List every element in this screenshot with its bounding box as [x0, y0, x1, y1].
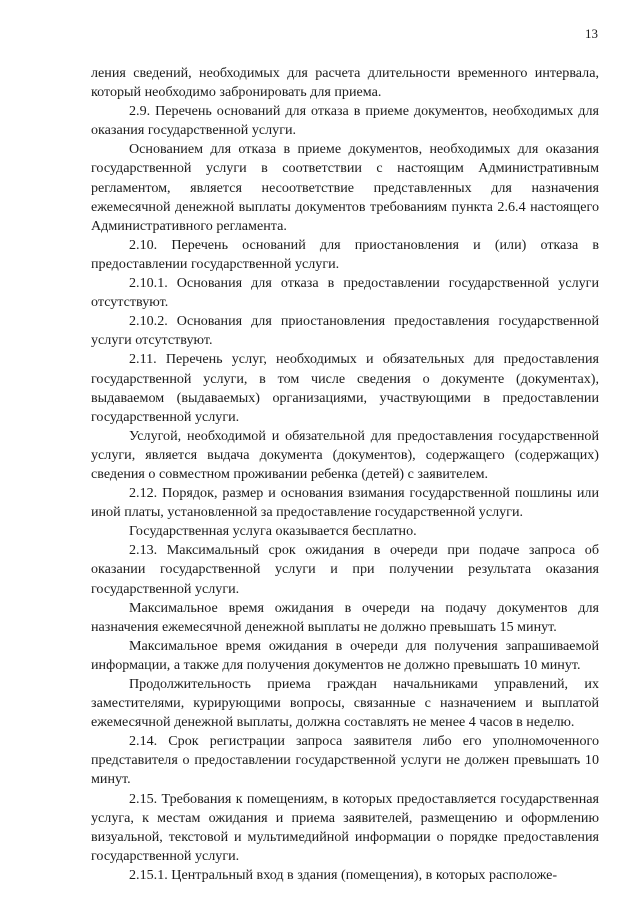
paragraph-2-10-2: 2.10.2. Основания для приостановления предоставления государственной услуги отсутствуют.: [91, 313, 599, 349]
document-body: [91, 64, 599, 885]
paragraph-reception-hours: Продолжительность приема граждан начальниками управлений, их заместителями, курирующими вопросы, связанные с назначением и выплатой ежемесячной денежной выплаты, должна составлять не менее 4 часов в неделю.: [91, 676, 599, 731]
paragraph-2-10-1: 2.10.1. Основания для отказа в предоставлении государственной услуги отсутствуют.: [91, 275, 599, 311]
paragraph-free-service: Государственная услуга оказывается бесплатно.: [129, 523, 417, 540]
paragraph-continuation: ления сведений, необходимых для расчета длительности временного интервала, который необходимо забронировать для приема.: [91, 65, 599, 101]
paragraph-2-13: 2.13. Максимальный срок ожидания в очереди при подаче запроса об оказании государственной услуги и при получении результата оказания государственной услуги.: [91, 542, 599, 597]
paragraph-2-11: 2.11. Перечень услуг, необходимых и обязательных для предоставления государственной услуги, в том числе сведения о документе (документах), выдаваемом (выдаваемых) организациями, участвующими в предоставлении государственной услуги.: [91, 351, 599, 425]
paragraph-2-15: 2.15. Требования к помещениям, в которых предоставляется государственная услуга, к местам ожидания и приема заявителей, размещению и оформлению визуальной, текстовой и мультимедийной информации о порядке предоставления государственной услуги.: [91, 790, 599, 864]
paragraph-2-10: 2.10. Перечень оснований для приостановления и (или) отказа в предоставлении государственной услуги.: [91, 236, 599, 272]
paragraph-queue-15-min: Максимальное время ожидания в очереди на подачу документов для назначения ежемесячной денежной выплаты не должно превышать 15 минут.: [91, 599, 599, 635]
paragraph-required-service: Услугой, необходимой и обязательной для предоставления государственной услуги, является выдача документа (документов), содержащего (содержащих) сведения о совместном проживании ребенка (детей) с заявителем.: [91, 427, 599, 482]
paragraph-2-15-1: 2.15.1. Центральный вход в здания (помещения), в которых расположе-: [129, 866, 558, 883]
paragraph-2-9: 2.9. Перечень оснований для отказа в приеме документов, необходимых для оказания государственной услуги.: [91, 103, 599, 139]
paragraph-refusal-grounds: Основанием для отказа в приеме документов, необходимых для оказания государственной услуги в соответствии с настоящим Административным регламентом, является несоответствие представленных для назначения ежемесячной денежной выплаты документов требованиям пункта 2.6.4 настоящего Административного регламента.: [91, 141, 599, 234]
paragraph-2-12: 2.12. Порядок, размер и основания взимания государственной пошлины или иной платы, установленной за предоставление государственной услуги.: [91, 485, 599, 521]
page-number: 13: [585, 26, 598, 41]
paragraph-queue-10-min: Максимальное время ожидания в очереди для получения запрашиваемой информации, а также для получения документов не должно превышать 10 минут.: [91, 637, 599, 673]
paragraph-2-14: 2.14. Срок регистрации запроса заявителя либо его уполномоченного представителя о предоставлении государственной услуги не должен превышать 10 минут.: [91, 733, 599, 788]
